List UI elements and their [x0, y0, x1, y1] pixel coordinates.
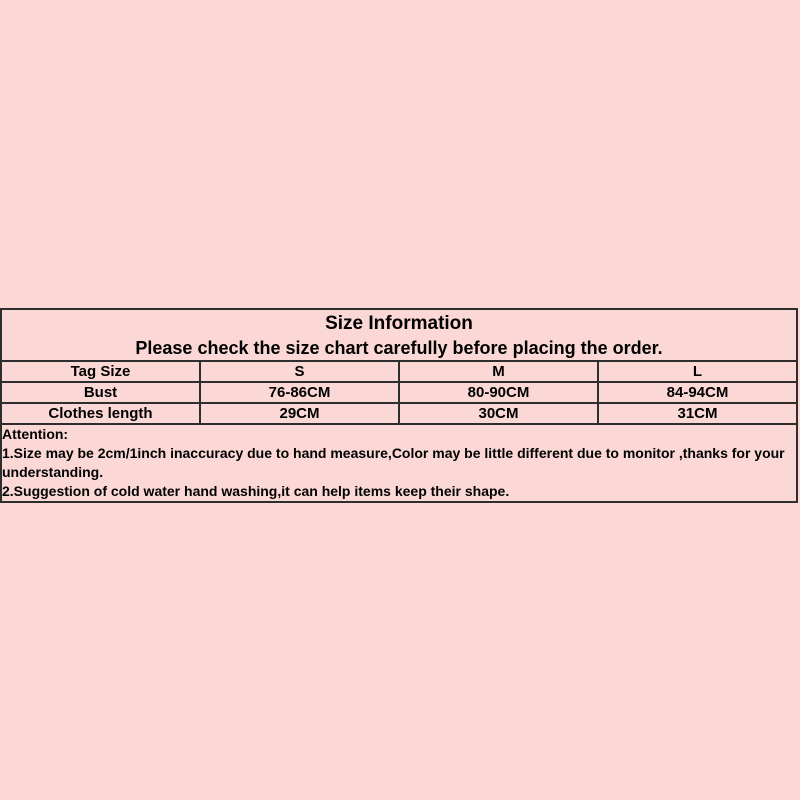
column-header-row [1, 361, 797, 382]
size-chart-title: Size Information [325, 313, 473, 334]
attention-note-1: 1.Size may be 2cm/1inch inaccuracy due to hand measure,Color may be little different due to monitor ,thanks for your [2, 445, 785, 461]
clothes-length-value-l: 31CM [598, 403, 797, 424]
attention-cell [1, 424, 797, 502]
attention-note-1-continued: understanding. [2, 464, 104, 480]
size-chart-subtitle: Please check the size chart carefully before placing the order. [135, 338, 663, 358]
column-header-size-s: S [200, 361, 399, 382]
title-row [1, 309, 797, 361]
title-cell [1, 309, 797, 361]
clothes-length-value-s: 29CM [200, 403, 399, 424]
column-header-size-l: L [598, 361, 797, 382]
attention-note-2: 2.Suggestion of cold water hand washing,it can help items keep their shape. [2, 483, 510, 499]
bust-value-s: 76-86CM [200, 382, 399, 403]
table-row-clothes-length [1, 403, 797, 424]
bust-value-l: 84-94CM [598, 382, 797, 403]
attention-heading: Attention: [2, 426, 69, 442]
row-label-clothes-length: Clothes length [1, 403, 200, 424]
column-header-size-m: M [399, 361, 598, 382]
size-chart-table [0, 308, 798, 503]
column-header-tag-size: Tag Size [1, 361, 200, 382]
clothes-length-value-m: 30CM [399, 403, 598, 424]
bust-value-m: 80-90CM [399, 382, 598, 403]
attention-row [1, 424, 797, 502]
row-label-bust: Bust [1, 382, 200, 403]
table-row-bust [1, 382, 797, 403]
